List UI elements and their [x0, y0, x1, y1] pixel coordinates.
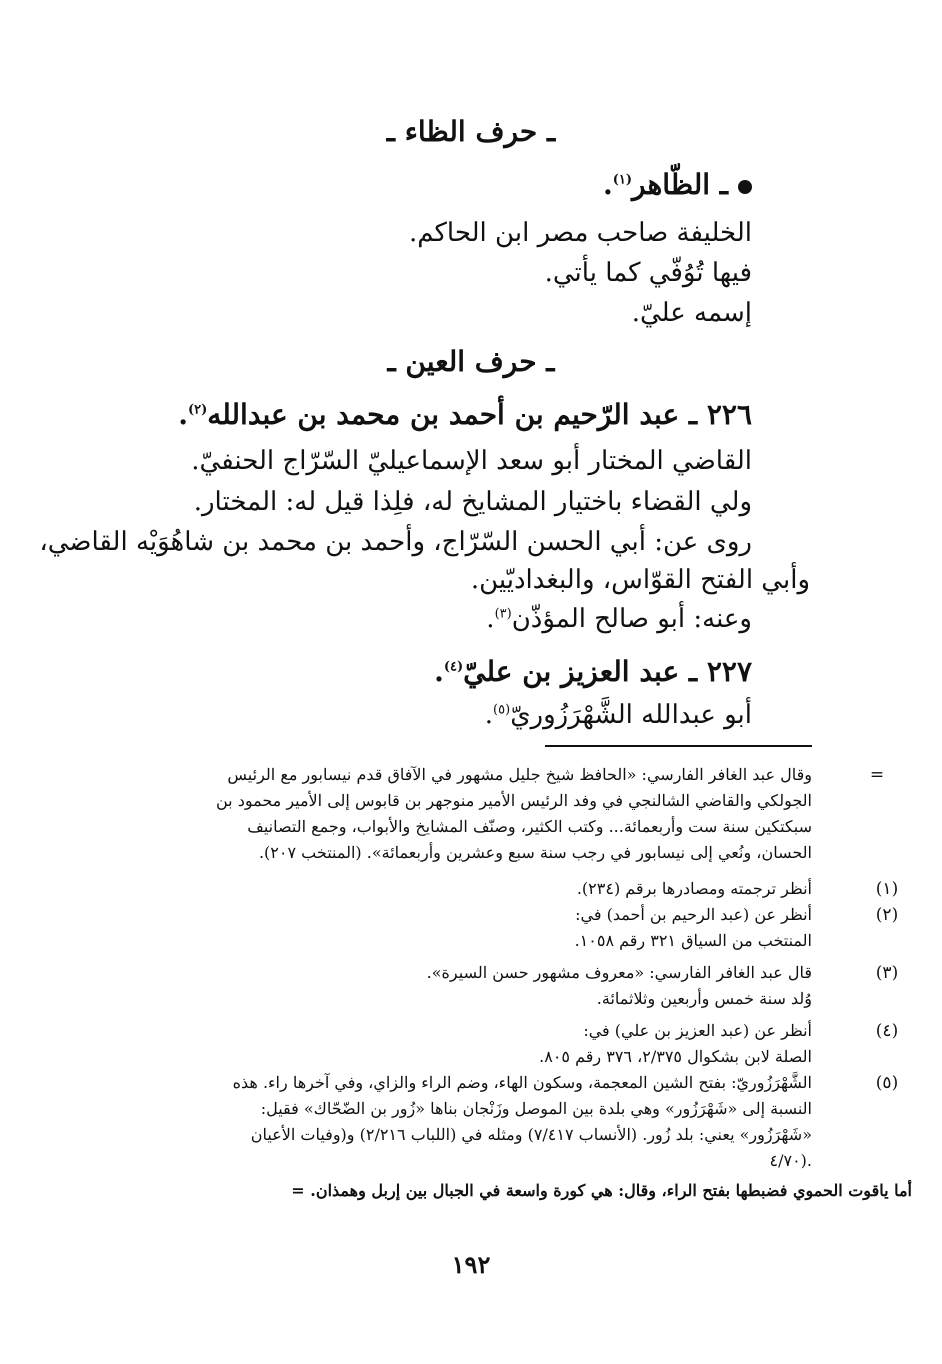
footnote-ref[interactable]: (٣)	[494, 606, 512, 622]
body-line: ولي القضاء باختيار المشايخ له، فلِذا قيل له: المختار.	[193, 487, 752, 517]
footnote-line: «شَهْرَزُور» يعني: بلد زُور. (الأنساب ٧/٤١٧) ومثله في (اللباب ٢/٢١٦) و(وفيات الأعيان	[250, 1125, 812, 1144]
footnote-ref[interactable]: (٢)	[187, 402, 208, 418]
footnote-closing	[82, 1181, 912, 1207]
body-line-anhu: وعنه: أبو صالح المؤذّن$^{(٣)}$.	[486, 604, 752, 634]
footnote-line: سبكتكين سنة ست وأربعمائة... وكتب الكثير، وصنّف المشايخ والأبواب، وجمع التصانيف	[247, 817, 812, 836]
body-line: الخليفة صاحب مصر ابن الحاكم.	[408, 218, 752, 248]
page-number: ١٩٢	[451, 1250, 491, 1279]
footnote-ref[interactable]: (٤)	[443, 659, 464, 675]
entry-title-227: ٢٢٧ ـ عبد العزيز بن عليّ$^{(٤)}$.	[434, 655, 752, 688]
entry-title-zahir: ـ الظّاهر$^{(١)}$.	[603, 168, 752, 201]
footnote-number: (٢)	[875, 905, 899, 925]
footnote-line: المنتخب من السياق ٣٢١ رقم ١٠٥٨.	[574, 931, 812, 950]
footnote-line: أما ياقوت الحموي فضبطها بفتح الراء، وقال: هي كورة واسعة في الجبال بين إربل وهمذان. =	[291, 1181, 912, 1200]
footnote-separator	[545, 745, 812, 747]
footnote-continuation	[82, 765, 885, 791]
body-line: روى عن: أبي الحسن السّرّاج، وأحمد بن محمد بن شاهُوَيْه القاضي،	[39, 527, 752, 557]
footnote-number: (٤)	[875, 1021, 899, 1041]
footnote-line: وقال عبد الغافر الفارسي: «الحافظ شيخ جليل مشهور في الآفاق قدم نيسابور مع الرئيس	[227, 765, 812, 784]
footnote-number: (٣)	[875, 963, 899, 983]
footnote-3	[82, 963, 899, 989]
entry-title-226: ٢٢٦ ـ عبد الرّحيم بن أحمد بن محمد بن عبدالله$^{(٢)}$.	[178, 398, 752, 431]
continuation-marker: =	[869, 765, 885, 785]
footnote-1	[82, 879, 899, 905]
footnote-number: (٥)	[875, 1073, 899, 1093]
body-line: فيها تُوُفّي كما يأتي.	[544, 258, 752, 288]
footnote-4	[82, 1021, 899, 1047]
footnote-line: ٤/٧٠).	[769, 1151, 812, 1170]
footnote-2	[82, 905, 899, 931]
section-heading-ayn: ـ حرف العين ـ	[387, 345, 555, 378]
body-line: القاضي المختار أبو سعد الإسماعيليّ السّرّاج الحنفيّ.	[191, 446, 752, 476]
footnote-ref[interactable]: (١)	[612, 172, 633, 188]
body-line-227: أبو عبدالله الشَّهْرَزُوريّ$^{(٥)}$.	[484, 700, 752, 730]
section-heading-zaa: ـ حرف الظاء ـ	[386, 115, 556, 148]
footnote-ref[interactable]: (٥)	[493, 702, 511, 718]
footnote-line: الجولكي والقاضي الشالنجي في وفد الرئيس الأمير منوجهر بن قابوس إلى الأمير محمود بن	[215, 791, 812, 810]
body-line: وأبي الفتح القوّاس، والبغداديّين.	[470, 565, 810, 595]
footnote-line: الحسان، ونُعي إلى نيسابور في رجب سنة سبع وعشرين وأربعمائة». (المنتخب ٢٠٧).	[258, 843, 812, 862]
footnote-line: النسبة إلى «شَهْرَزُور» وهي بلدة بين الموصل وزَنْجان بناها «زُور بن الضّحّاك» فقيل:	[260, 1099, 812, 1118]
footnote-line: الصلة لابن بشكوال ٢/٣٧٥، ٣٧٦ رقم ٨٠٥.	[539, 1047, 812, 1066]
footnote-line: الشَّهْرَزُوريّ: بفتح الشين المعجمة، وسكون الهاء، وضم الراء والزاي، وفي آخرها راء. هذه	[232, 1073, 812, 1092]
footnote-line: وُلد سنة خمس وأربعين وثلاثمائة.	[596, 989, 812, 1008]
footnotes-section	[82, 765, 912, 1207]
footnote-5	[82, 1073, 899, 1099]
footnote-line: أنظر عن (عبد العزيز بن علي) في:	[583, 1021, 812, 1040]
footnote-line: أنظر ترجمته ومصادرها برقم (٢٣٤).	[576, 879, 812, 898]
footnote-line: قال عبد الغافر الفارسي: «معروف مشهور حسن السيرة».	[426, 963, 812, 982]
footnote-number: (١)	[875, 879, 899, 899]
body-line: إسمه عليّ.	[631, 298, 752, 328]
footnote-line: أنظر عن (عبد الرحيم بن أحمد) في:	[575, 905, 812, 924]
bullet-icon	[738, 180, 752, 194]
